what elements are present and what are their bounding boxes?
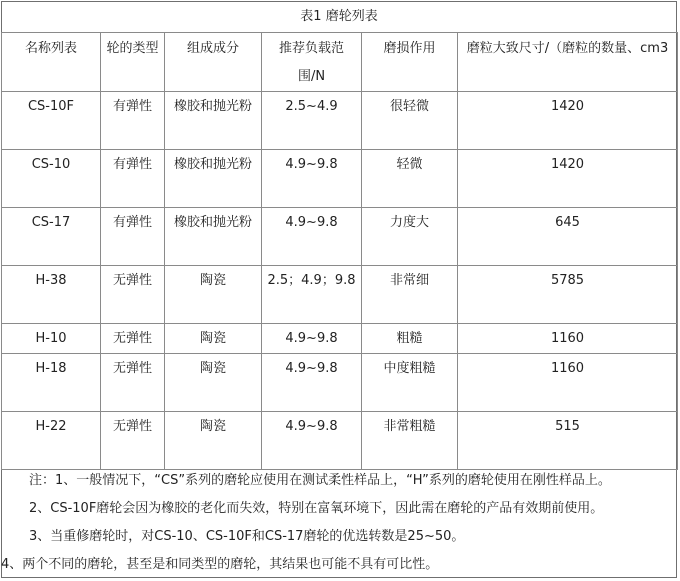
cell-composition: 橡胶和抛光粉 xyxy=(165,150,262,208)
cell-size: 515 xyxy=(458,412,678,470)
cell-wear: 非常细 xyxy=(362,266,458,324)
cell-name: H-18 xyxy=(2,354,101,412)
cell-composition: 橡胶和抛光粉 xyxy=(165,92,262,150)
header-wear: 磨损作用 xyxy=(362,33,458,92)
cell-composition: 陶瓷 xyxy=(165,412,262,470)
cell-size: 645 xyxy=(458,208,678,266)
note-1: 注：1、一般情况下，“CS”系列的磨轮应使用在测试柔性样品上，“H”系列的磨轮使用在刚性样品上。 xyxy=(29,473,611,488)
cell-load: 4.9~9.8 xyxy=(262,324,362,354)
header-type: 轮的类型 xyxy=(101,33,165,92)
cell-wear: 非常粗糙 xyxy=(362,412,458,470)
table-header-row xyxy=(2,33,678,92)
cell-name: H-22 xyxy=(2,412,101,470)
cell-wear: 中度粗糙 xyxy=(362,354,458,412)
table-caption: 表1 磨轮列表 xyxy=(300,9,378,24)
cell-type: 无弹性 xyxy=(101,412,165,470)
cell-name: H-38 xyxy=(2,266,101,324)
cell-wear: 力度大 xyxy=(362,208,458,266)
cell-size: 5785 xyxy=(458,266,678,324)
cell-type: 有弹性 xyxy=(101,150,165,208)
cell-type: 无弹性 xyxy=(101,324,165,354)
note-4: 4、两个不同的磨轮，甚至是和同类型的磨轮，其结果也可能不具有可比性。 xyxy=(1,557,439,572)
header-name: 名称列表 xyxy=(2,33,101,92)
cell-name: H-10 xyxy=(2,324,101,354)
cell-type: 无弹性 xyxy=(101,266,165,324)
cell-load: 4.9~9.8 xyxy=(262,208,362,266)
cell-type: 有弹性 xyxy=(101,208,165,266)
table-row xyxy=(2,354,678,412)
grinding-wheel-table xyxy=(1,32,678,470)
cell-size: 1160 xyxy=(458,354,678,412)
header-particle-size: 磨粒大致尺寸/（磨粒的数量、cm3 xyxy=(458,33,678,92)
cell-wear: 很轻微 xyxy=(362,92,458,150)
note-2: 2、CS-10F磨轮会因为橡胶的老化而失效，特别在富氧环境下，因此需在磨轮的产品有效期前使用。 xyxy=(29,501,604,516)
table-row xyxy=(2,412,678,470)
header-load: 推荐负载范围/N xyxy=(262,33,362,92)
cell-load: 4.9~9.8 xyxy=(262,354,362,412)
cell-name: CS-17 xyxy=(2,208,101,266)
cell-name: CS-10 xyxy=(2,150,101,208)
table-row xyxy=(2,266,678,324)
notes-section xyxy=(1,467,677,579)
cell-composition: 橡胶和抛光粉 xyxy=(165,208,262,266)
table-row xyxy=(2,150,678,208)
cell-wear: 粗糙 xyxy=(362,324,458,354)
cell-size: 1420 xyxy=(458,92,678,150)
table-row xyxy=(2,324,678,354)
table-row xyxy=(2,208,678,266)
cell-composition: 陶瓷 xyxy=(165,266,262,324)
header-composition: 组成成分 xyxy=(165,33,262,92)
cell-type: 无弹性 xyxy=(101,354,165,412)
cell-size: 1420 xyxy=(458,150,678,208)
cell-load: 4.9~9.8 xyxy=(262,150,362,208)
cell-size: 1160 xyxy=(458,324,678,354)
table-row xyxy=(2,92,678,150)
cell-name: CS-10F xyxy=(2,92,101,150)
note-3: 3、当重修磨轮时，对CS-10、CS-10F和CS-17磨轮的优选转数是25~50。 xyxy=(29,529,465,544)
cell-load: 4.9~9.8 xyxy=(262,412,362,470)
cell-wear: 轻微 xyxy=(362,150,458,208)
cell-composition: 陶瓷 xyxy=(165,354,262,412)
cell-load: 2.5~4.9 xyxy=(262,92,362,150)
cell-load: 2.5；4.9；9.8 xyxy=(262,266,362,324)
cell-type: 有弹性 xyxy=(101,92,165,150)
cell-composition: 陶瓷 xyxy=(165,324,262,354)
